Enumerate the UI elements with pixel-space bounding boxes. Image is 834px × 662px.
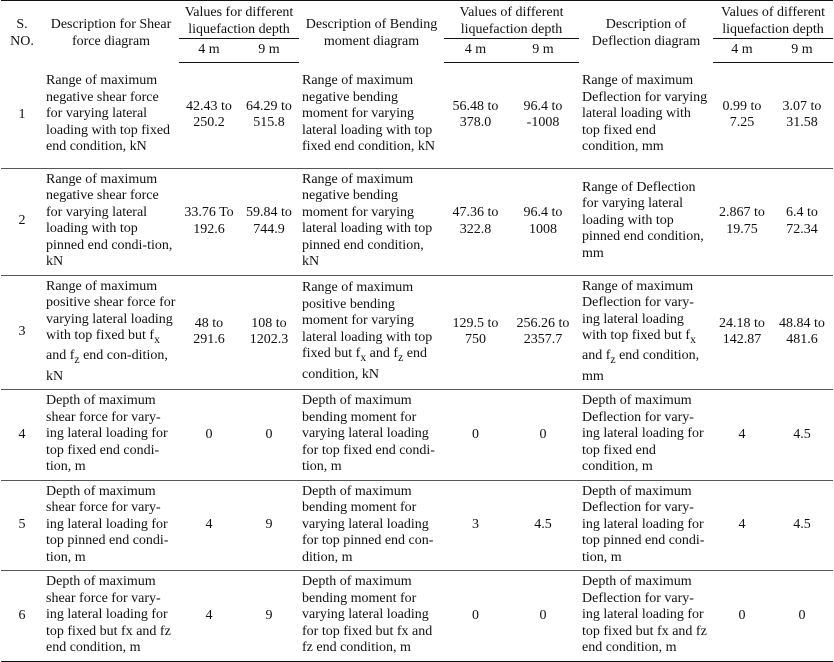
deflection-description: Range of maximum Deflection for varying lateral loading with top fixed end condition, mm xyxy=(579,62,713,168)
header-bending-description: Description of Bending moment diagram xyxy=(299,1,444,63)
bending-description-part: and f xyxy=(366,346,399,362)
header-deflection-depth-9: 9 m xyxy=(771,39,833,63)
shear-description-part: and f xyxy=(46,348,75,364)
header-sno: S. NO. xyxy=(1,1,43,63)
bending-value-9m: 96.4 to 1008 xyxy=(507,168,579,275)
results-table xyxy=(1,0,833,662)
shear-description xyxy=(43,275,179,390)
row-number: 6 xyxy=(1,571,43,662)
shear-value-9m: 9 xyxy=(239,480,299,571)
bending-description-part: Range of maximum positive bending moment for varying lateral loading with top fixed but f xyxy=(302,280,433,362)
subscript-z: z xyxy=(398,351,404,365)
bending-description: Range of maximum negative bending moment for varying lateral loading with top pinned end condition, kN xyxy=(299,168,444,275)
table-body xyxy=(1,62,833,661)
table-row xyxy=(1,390,833,481)
header-shear-depth-4: 4 m xyxy=(179,39,239,63)
bending-value-9m: 256.26 to 2357.7 xyxy=(507,275,579,390)
deflection-value-4m: 24.18 to 142.87 xyxy=(713,275,771,390)
deflection-description: Depth of maximum Deflection for vary-ing lateral loading for top fixed but fx and fz end condition, m xyxy=(579,571,713,662)
table-row xyxy=(1,168,833,275)
row-number: 3 xyxy=(1,275,43,390)
header-bending-depth-4: 4 m xyxy=(444,39,507,63)
deflection-value-9m: 0 xyxy=(771,571,833,662)
bending-description: Depth of maximum bending moment for varying lateral loading for top fixed end condi-tion, m xyxy=(299,390,444,481)
bending-description xyxy=(299,275,444,390)
table-row xyxy=(1,275,833,390)
bending-description-part: end condition, kN xyxy=(302,346,427,382)
shear-value-4m: 4 xyxy=(179,480,239,571)
bending-value-4m: 0 xyxy=(444,390,507,481)
bending-description: Range of maximum negative bending moment for varying lateral loading with top fixed end condition, kN xyxy=(299,62,444,168)
deflection-value-9m: 4.5 xyxy=(771,480,833,571)
bending-value-9m: 0 xyxy=(507,390,579,481)
deflection-value-9m: 48.84 to 481.6 xyxy=(771,275,833,390)
shear-value-9m: 0 xyxy=(239,390,299,481)
shear-description-part: end con-dition, kN xyxy=(46,348,168,384)
deflection-description: Depth of maximum Deflection for vary-ing lateral loading for top pinned end condi-tion, m xyxy=(579,480,713,571)
bending-value-4m: 47.36 to 322.8 xyxy=(444,168,507,275)
bending-value-9m: 4.5 xyxy=(507,480,579,571)
subscript-z: z xyxy=(74,353,80,367)
shear-description: Depth of maximum shear force for vary-ing lateral loading for top fixed end condi-tion, m xyxy=(43,390,179,481)
shear-description: Depth of maximum shear force for vary-ing lateral loading for top pinned end condi-tion, m xyxy=(43,480,179,571)
deflection-value-4m: 4 xyxy=(713,390,771,481)
deflection-description-part: Range of maximum Deflection for vary-ing lateral loading with top fixed but f xyxy=(582,278,694,343)
shear-value-9m: 64.29 to 515.8 xyxy=(239,62,299,168)
row-number: 2 xyxy=(1,168,43,275)
table-row xyxy=(1,480,833,571)
shear-description: Range of maximum negative shear force for varying lateral loading with top pinned end condi-tion, kN xyxy=(43,168,179,275)
deflection-value-9m: 4.5 xyxy=(771,390,833,481)
shear-description: Range of maximum negative shear force for varying lateral loading with top fixed end condition, kN xyxy=(43,62,179,168)
bending-value-4m: 56.48 to 378.0 xyxy=(444,62,507,168)
row-number: 4 xyxy=(1,390,43,481)
subscript-x: x xyxy=(154,332,160,346)
bending-description: Depth of maximum bending moment for varying lateral loading for top fixed but fx and fz end condition, m xyxy=(299,571,444,662)
shear-description: Depth of maximum shear force for vary-ing lateral loading for top fixed but fx and fz end condition, m xyxy=(43,571,179,662)
table-header xyxy=(1,1,833,63)
header-deflection-description: Description of Deflection diagram xyxy=(579,1,713,63)
deflection-value-4m: 0 xyxy=(713,571,771,662)
header-shear-description: Description for Shear force diagram xyxy=(43,1,179,63)
deflection-description xyxy=(579,275,713,390)
bending-value-4m: 3 xyxy=(444,480,507,571)
subscript-x: x xyxy=(690,332,696,346)
deflection-value-9m: 3.07 to 31.58 xyxy=(771,62,833,168)
bending-value-4m: 0 xyxy=(444,571,507,662)
shear-description-part: Range of maximum positive shear force for varying lateral loading with top fixed but f xyxy=(46,278,176,343)
row-number: 1 xyxy=(1,62,43,168)
deflection-description: Range of Deflection for varying lateral loading with top pinned end condition, mm xyxy=(579,168,713,275)
header-bending-values: Values of different liquefaction depth xyxy=(444,1,579,39)
table-row xyxy=(1,571,833,662)
row-number: 5 xyxy=(1,480,43,571)
header-bending-depth-9: 9 m xyxy=(507,39,579,63)
deflection-value-4m: 0.99 to 7.25 xyxy=(713,62,771,168)
bending-value-9m: 96.4 to -1008 xyxy=(507,62,579,168)
header-deflection-values: Values of different liquefaction depth xyxy=(713,1,833,39)
shear-value-9m: 9 xyxy=(239,571,299,662)
deflection-value-4m: 4 xyxy=(713,480,771,571)
shear-value-4m: 42.43 to 250.2 xyxy=(179,62,239,168)
header-shear-values: Values for different liquefaction depth xyxy=(179,1,299,39)
bending-value-4m: 129.5 to 750 xyxy=(444,275,507,390)
shear-value-9m: 108 to 1202.3 xyxy=(239,275,299,390)
deflection-description-part: end condition, mm xyxy=(582,348,700,384)
deflection-description: Depth of maximum Deflection for vary-ing lateral loading for top fixed end condition, m xyxy=(579,390,713,481)
header-shear-depth-9: 9 m xyxy=(239,39,299,63)
bending-value-9m: 0 xyxy=(507,571,579,662)
deflection-value-4m: 2.867 to 19.75 xyxy=(713,168,771,275)
bending-description: Depth of maximum bending moment for varying lateral loading for top pinned end con-dition, m xyxy=(299,480,444,571)
deflection-value-9m: 6.4 to 72.34 xyxy=(771,168,833,275)
subscript-x: x xyxy=(360,351,367,365)
subscript-z: z xyxy=(610,353,616,367)
table-row xyxy=(1,62,833,168)
shear-value-4m: 48 to 291.6 xyxy=(179,275,239,390)
deflection-description-part: and f xyxy=(582,348,611,364)
shear-value-4m: 0 xyxy=(179,390,239,481)
shear-value-4m: 4 xyxy=(179,571,239,662)
header-deflection-depth-4: 4 m xyxy=(713,39,771,63)
shear-value-9m: 59.84 to 744.9 xyxy=(239,168,299,275)
shear-value-4m: 33.76 To 192.6 xyxy=(179,168,239,275)
